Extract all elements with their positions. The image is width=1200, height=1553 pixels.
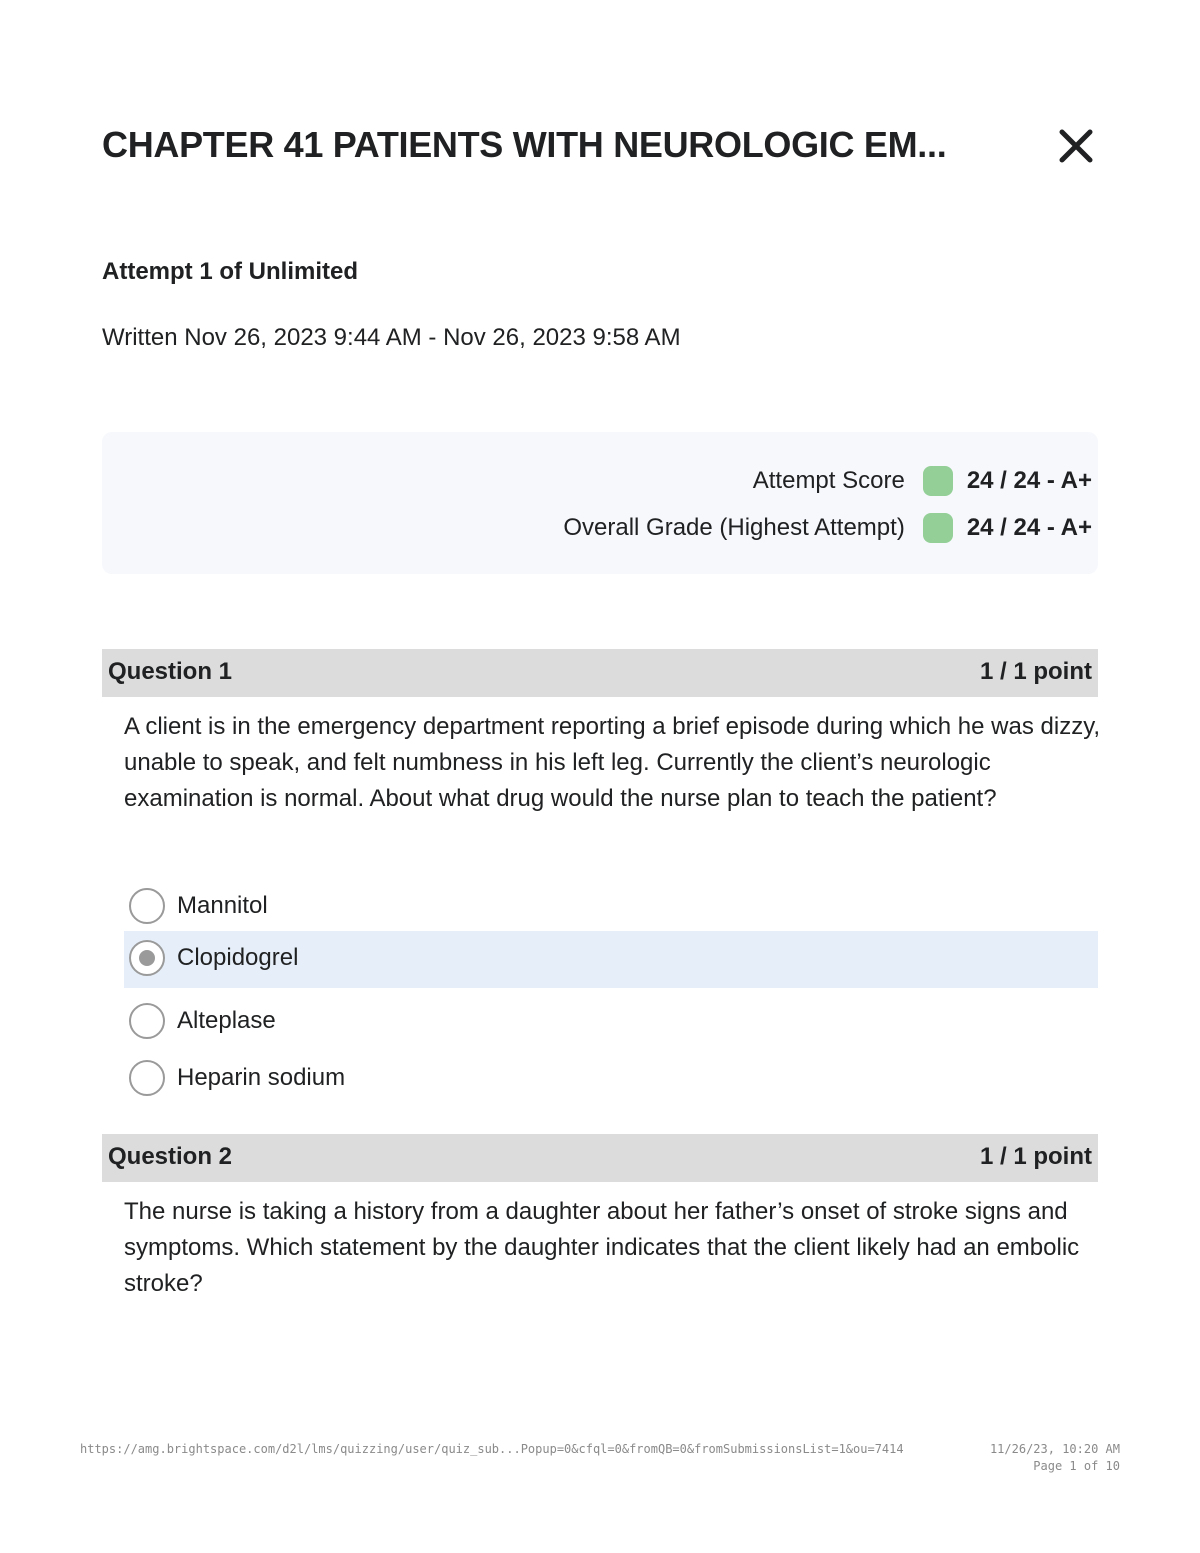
attempt-score-indicator <box>923 466 953 496</box>
answer-option[interactable] <box>124 1051 1098 1108</box>
option-label: Clopidogrel <box>177 944 299 971</box>
question-title: Question 2 <box>108 1143 233 1170</box>
question-1-header <box>102 649 1098 697</box>
print-footer <box>80 1442 1120 1482</box>
option-label: Mannitol <box>177 892 268 919</box>
footer-url: https://amg.brightspace.com/d2l/lms/quizzing/user/quiz_sub...Popup=0&cfql=0&fromQB=0&fromSubmissionsList=1&ou=7414 <box>80 1442 904 1456</box>
radio-button[interactable] <box>129 1060 165 1096</box>
option-label: Alteplase <box>177 1007 276 1034</box>
answer-option-selected[interactable] <box>124 931 1098 988</box>
answer-option[interactable] <box>124 994 1098 1051</box>
radio-button[interactable] <box>129 888 165 924</box>
question-1-text: A client is in the emergency department reporting a brief episode during which he was dizzy, unable to speak, and felt numbness in his left leg. Currently the client’s neurologic examination is normal. About what drug would the nurse plan to teach the patient? <box>124 713 1101 812</box>
question-title: Question 1 <box>108 658 233 685</box>
footer-page-number: Page 1 of 10 <box>1033 1459 1120 1473</box>
written-timestamp: Written Nov 26, 2023 9:44 AM - Nov 26, 2023 9:58 AM <box>102 324 681 351</box>
question-2-header <box>102 1134 1098 1182</box>
question-points: 1 / 1 point <box>979 658 1092 685</box>
radio-button[interactable] <box>129 1003 165 1039</box>
attempt-label: Attempt 1 of Unlimited <box>102 258 358 285</box>
page-title: CHAPTER 41 PATIENTS WITH NEUROLOGIC EM... <box>102 124 947 165</box>
option-label: Heparin sodium <box>177 1064 346 1091</box>
overall-grade-label: Overall Grade (Highest Attempt) <box>563 514 905 541</box>
attempt-score-label: Attempt Score <box>752 467 905 494</box>
close-icon[interactable] <box>1058 128 1094 164</box>
footer-date: 11/26/23, 10:20 AM <box>989 1442 1120 1456</box>
overall-grade-indicator <box>923 513 953 543</box>
question-2-text: The nurse is taking a history from a daughter about her father’s onset of stroke signs and symptoms. Which statement by the daughter indicates that the client likely had an embolic stroke? <box>124 1198 1080 1297</box>
question-points: 1 / 1 point <box>979 1143 1092 1170</box>
answer-option[interactable] <box>124 879 1098 936</box>
overall-grade-value: 24 / 24 - A+ <box>966 514 1092 541</box>
overall-grade-row <box>563 511 1092 545</box>
page-header <box>102 120 1098 180</box>
radio-button[interactable] <box>129 940 165 976</box>
score-summary <box>102 432 1098 574</box>
attempt-score-value: 24 / 24 - A+ <box>966 467 1092 494</box>
attempt-score-row <box>753 464 1092 498</box>
